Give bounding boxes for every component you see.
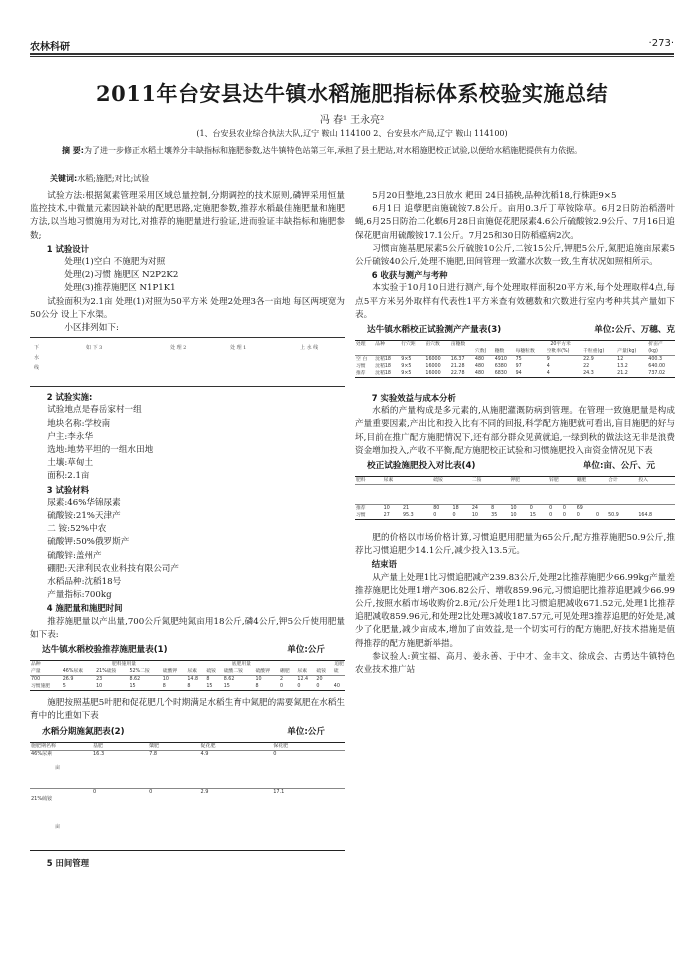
th: 产量 (30, 668, 62, 676)
td: 0 (562, 512, 576, 520)
td: 20 (316, 677, 323, 683)
th: 底肥用量 (186, 661, 296, 669)
th: 保花肥 (272, 742, 345, 750)
td: 8 (491, 506, 495, 512)
site-line: 地块名称:学校南 (47, 418, 111, 429)
td: 27 (383, 512, 402, 520)
th: 肥料 (355, 477, 383, 485)
td: 35 (490, 512, 509, 520)
td: 0 (92, 788, 148, 850)
treatment-3: 处理(3)推荐施肥区 N1P1K1 (64, 283, 176, 294)
plot-side: 线 (34, 365, 40, 372)
td: 16000 (425, 357, 441, 363)
table-2-caption (30, 726, 345, 740)
td: 22.78 (450, 370, 474, 378)
td: 75 (515, 357, 522, 363)
section-7-heading: 7 实验效益与成本分析 (371, 393, 456, 404)
td: 15 (529, 512, 548, 520)
td: 640.00 (648, 364, 666, 370)
td: 2.9 (200, 788, 273, 850)
table-4 (355, 476, 675, 520)
th: 基肥 (92, 742, 148, 750)
td: 16000 (424, 370, 449, 378)
row-sub: 亩 (55, 823, 61, 830)
td: 10 (162, 677, 169, 683)
td: 0 (432, 512, 451, 520)
td: 推荐 (355, 370, 374, 378)
td: 6830 (494, 370, 515, 378)
plot-side: 水 (34, 355, 40, 362)
td: 16.37 (450, 357, 465, 363)
th: 追肥 (296, 661, 345, 669)
td: 23 (96, 677, 103, 683)
th: 千粒重(g) (582, 348, 616, 356)
table-1 (30, 660, 345, 691)
th: 钾肥 (509, 477, 548, 485)
site-line: 选地:地势平坦的一组水田地 (47, 445, 154, 456)
td: 9×5 (401, 364, 412, 370)
plot-cell: 上 水 线 (300, 345, 319, 352)
harvest-paragraph: 本实验于10月10日进行测产,每个处理取样面积20平方米,每个处理取样4点,每点5平方米另外取样有代表性1平方米查有效穗数和穴数进行室内考种共其产量如下表。 (355, 283, 675, 320)
table-2-title: 水稻分期施氮肥表(2) (42, 726, 125, 737)
th: 肥料施用量 (62, 661, 187, 669)
td (30, 788, 92, 850)
th: 空秕率(%) (546, 348, 582, 356)
site-line: 土壤:草甸土 (47, 458, 94, 469)
td: 10 (509, 512, 528, 520)
th: 亩穴数 (424, 341, 449, 349)
affiliation: (1、台安县农业综合执法大队,辽宁 鞍山 114100 2、台安县水产局,辽宁 鞍山 114100) (196, 129, 508, 138)
th: 尿素 (383, 477, 433, 485)
th: 品种 (374, 341, 400, 349)
td: 推荐 (356, 506, 366, 512)
td: 8.62 (129, 677, 141, 683)
table-4-caption (355, 460, 675, 474)
td: 18 (452, 506, 459, 512)
td: 9×5 (401, 357, 412, 363)
td: 沈稻18 (375, 357, 391, 363)
td: 69 (576, 506, 583, 512)
td: 22 (583, 364, 590, 370)
th: 产量(kg) (616, 348, 647, 356)
conclusion-heading: 结束语 (371, 559, 397, 570)
participants-paragraph: 参议验人:黄宝福、高月、姜永善、于中才、金丰文、徐成会、古勇达牛镇特色农业技术推广站 (355, 651, 675, 676)
th: 亩穗数 (450, 341, 474, 349)
material-line: 硫酸钾:50%俄罗斯产 (47, 537, 130, 548)
td: 沈稻18 (375, 364, 391, 370)
th: 硼肥 (279, 668, 296, 676)
table-1-title: 达牛镇水稻校验推荐施肥量表(1) (42, 645, 168, 656)
area-paragraph: 试验面积为2.1亩 处理(1)对照为50平方米 处理2处理3各一亩地 每区两埂宽为50公分 设上下水渠。 (30, 296, 345, 320)
th: 硫 (333, 668, 345, 676)
td: 沈稻18 (374, 370, 400, 378)
td: 737.02 (647, 370, 675, 378)
row-sub: 亩 (55, 764, 61, 771)
td: 0 (548, 512, 562, 520)
td: 16000 (425, 364, 441, 370)
keywords (50, 173, 149, 184)
td: 22.9 (583, 357, 594, 363)
cost-paragraph: 水稻的产量构成是多元素的,从施肥灌溉防病到管理。在管理一致施肥量是构成产量重要因素,产出比和投入比有不同的回报,科学配方施肥就可看出,盲目施肥的好与坏,目前在推广配方施肥情况下,还有部分群众见黄就追,一绿到秋的做法这无非是浪费资金增加投入,产收不平衡,配方施肥校正试验和习惯施肥投入亩资金情况见下表 (355, 406, 675, 456)
td: 21 (402, 506, 410, 512)
td: 164.8 (637, 512, 675, 520)
td: 24.3 (582, 370, 616, 378)
td: 10 (510, 506, 517, 512)
table-1-caption (30, 644, 345, 658)
td: 习惯 (355, 512, 383, 520)
td: 0 (279, 683, 296, 691)
management-paragraph: 6月1日 追孽肥亩施硫铵7.8公斤。亩用0.3斤丁草铵除草。6月2日防治稻潜叶蝇,6月25日防治二化螟6月28日亩施促花肥尿素4.6公斤硫酸铵2.9公斤、7月16日追保花肥亩用硫酸铵17.1公斤。7月25和30日防稻瘟病2次。 (355, 204, 675, 241)
section-6-heading: 6 收获与测产与考种 (371, 270, 448, 281)
table-2-unit: 单位:公斤 (287, 726, 325, 737)
th: 52%二铵 (128, 668, 161, 676)
td: 6380 (494, 364, 507, 370)
th: 锌肥 (548, 477, 576, 485)
planting-paragraph: 5月20日整地,23日放水 耙田 24日插秧,品种沈稻18,行株距9×5 (372, 191, 617, 201)
table-4-title: 校正试验施肥投入对比表(4) (367, 461, 476, 472)
td: 4 (546, 364, 550, 370)
td: 8.62 (223, 677, 235, 683)
td: 40 (333, 683, 345, 691)
site-line: 试验地点是春岳家村一组 (47, 405, 142, 416)
right-column (355, 190, 675, 677)
section-2-heading: 2 试验实施: (46, 392, 93, 403)
td: 10 (255, 677, 262, 683)
section-4-heading: 4 施肥量和施肥时间 (46, 603, 123, 614)
keywords-text: 水稻;施肥;对比;试验 (77, 174, 150, 183)
td: 空 白 (356, 357, 368, 363)
table-2 (30, 742, 345, 851)
th: 每穗粒数 (515, 348, 546, 356)
material-line: 水稻品种:沈稻18号 (47, 577, 122, 588)
th: 21%硫铵 (95, 668, 128, 676)
th: 硫铵 (205, 668, 222, 676)
td: 15 (205, 683, 222, 691)
header-rule-thin (30, 56, 674, 57)
price-paragraph: 肥的价格以市场价格计算,习惯追肥用肥量为65公斤,配方推荐施肥50.9公斤,推荐比习惯追肥少14.1公斤,减少投入13.5元。 (355, 533, 675, 557)
td: 习惯 (356, 364, 366, 370)
td: 2 (280, 677, 284, 683)
td: 8 (186, 683, 205, 691)
habit-paragraph: 习惯亩施基肥尿素5公斤硫胺10公斤,二铵15公斤,钾肥5公斤,氮肥追施亩尿素5公斤硫铵40公斤,处理不施肥,田间管理一致灌水次数一致,生育状况如照相所示。 (355, 243, 675, 268)
td: 80 (433, 506, 440, 512)
header-rule (30, 53, 674, 55)
treatment-1: 处理(1)空白 不施肥为对照 (64, 257, 166, 268)
material-line: 硫酸锌:盖州产 (47, 550, 102, 561)
th: 尿素 (296, 668, 315, 676)
row-label: 46%尿素 (31, 750, 53, 757)
td: 95.3 (402, 512, 432, 520)
td: 21.28 (450, 364, 465, 370)
td: 4.9 (200, 750, 273, 788)
section-1-heading: 1 试验设计 (46, 243, 90, 254)
left-column (30, 190, 345, 870)
th: 硫铵 (315, 668, 332, 676)
td: 15 (223, 683, 255, 691)
td: 9×5 (400, 370, 424, 378)
td: 700 (31, 677, 41, 683)
table-3-caption (355, 324, 675, 338)
th: 施肥期名称 (30, 742, 92, 750)
site-line: 户主:李永华 (47, 431, 94, 442)
td: 0 (595, 512, 607, 520)
section-5-heading: 5 田间管理 (46, 857, 90, 868)
td: 10 (383, 506, 390, 512)
td: 5 (62, 683, 95, 691)
td: 0 (549, 506, 553, 512)
td: 14.8 (187, 677, 199, 683)
th: 二铵 (471, 477, 510, 485)
th: 20平方米 (474, 341, 647, 349)
td: 0 (452, 512, 471, 520)
site-line: 面积:2.1亩 (47, 471, 90, 482)
material-line: 二 铵:52%中农 (47, 524, 107, 535)
th: 合计 (607, 477, 637, 485)
td: 4910 (494, 357, 507, 363)
td: 15 (128, 683, 161, 691)
th: 穗数 (494, 348, 515, 356)
page-number: ·273· (648, 38, 674, 49)
plot-cell: 如 下 3 (86, 345, 103, 352)
th: 促花肥 (200, 742, 273, 750)
td: 480 (474, 364, 485, 370)
td: 8 (206, 677, 210, 683)
th: 折亩产 (647, 341, 675, 349)
td: 7.8 (148, 750, 199, 788)
plot-layout-figure (30, 337, 345, 387)
abstract-label: 摘 要: (62, 146, 84, 155)
recommend-paragraph: 推荐施肥量以产出量,700公斤氮肥纯氮亩用18公斤,磷4公斤,钾5公斤使用肥量如下表: (30, 616, 345, 640)
td: 9 (546, 357, 550, 363)
td: 480 (474, 370, 494, 378)
authors: 冯 春¹ 王永亮² (319, 115, 385, 126)
td: 0 (576, 512, 595, 520)
td: 400.3 (648, 357, 662, 363)
article-title: 2011年台安县达牛镇水稻施肥指标体系校验实施总结 (96, 81, 608, 106)
conclusion-paragraph: 从产量上处理1比习惯追肥减产239.83公斤,处理2比推荐施肥少66.99kg产量差推荐施肥比处理1增产306.82公斤、增收859.96元,习惯追肥比推荐追肥减少66.99公斤,按照水稻市场收购价2.8元/公斤处理1比习惯追肥减收671.52元,处理1比推荐追肥减收859.96元,和处理2比处理3减收187.57元,可见处理3推荐追肥的好处是,减少了化肥量,减少亩成本,增加了亩效益,是一个切实可行的配方施肥,好技术措施是值得推荐的配方施肥新举措。 (355, 572, 675, 649)
material-line: 硼肥:天津利民农业科技有限公司产 (47, 563, 179, 574)
td: 10 (471, 512, 490, 520)
material-line: 尿素:46%华锦尿素 (47, 497, 121, 508)
th: 行穴距 (400, 341, 424, 349)
plot-caption: 小区排列如下: (64, 323, 119, 334)
th: 硫酸钾 (162, 668, 187, 676)
treatment-2: 处理(2)习惯 施肥区 N2P2K2 (64, 270, 179, 281)
intro-paragraph: 试验方法:根据氮素管理采用区域总量控制,分期调控的技术原则,磷钾采用恒量监控技术,中微量元素因缺补缺的配肥思路,定施肥参数,推荐水稻最佳施肥量和施肥方法,以当地习惯施用为对比,对推荐的施肥量进行验证,进而验证丰缺指标和施肥参数; (30, 191, 345, 241)
td: 0 (296, 683, 315, 691)
th: 投入 (637, 477, 675, 485)
td: 26.9 (62, 677, 74, 683)
th: 硫酸钾 (254, 668, 279, 676)
th: 硼肥 (576, 477, 607, 485)
th: 46%尿素 (62, 668, 95, 676)
td: 21.2 (616, 370, 647, 378)
td: 0 (529, 506, 533, 512)
nitrogen-paragraph: 施肥按照基肥5叶肥和促花肥几个时期满足水稻生育中氮肥的需要氮肥在水稻生育中的比重如下表 (30, 698, 345, 722)
th: 穴数( (474, 348, 494, 356)
th: 蘖肥 (148, 742, 199, 750)
td: 94 (515, 370, 546, 378)
td: 4 (546, 370, 582, 378)
th: 处理 (355, 341, 374, 349)
td: 480 (474, 357, 485, 363)
table-4-unit: 单位:亩、公斤、元 (582, 461, 655, 472)
td: 8 (162, 683, 187, 691)
td: 10 (95, 683, 128, 691)
material-line: 产量指标:700kg (47, 590, 112, 601)
abstract (30, 144, 674, 157)
td: 16.3 (92, 750, 148, 788)
section-3-heading: 3 试验材料 (46, 484, 90, 495)
td: 0 (272, 750, 345, 788)
table-3-title: 达牛镇水稻校正试验测产产量表(3) (367, 325, 502, 336)
td: 50.9 (607, 512, 637, 520)
journal-name: 农林科研 (30, 42, 70, 53)
abstract-text: 为了进一步修正水稻土壤养分丰缺指标和施肥参数,达牛镇特色站第三年,承担了县土肥站,对水稻施肥校正试验,以便给水稻施肥提供有力依据。 (83, 146, 583, 155)
td: 8 (254, 683, 279, 691)
table-3 (355, 340, 675, 378)
td: 0 (148, 788, 199, 850)
td: 12.4 (297, 677, 309, 683)
td: 习惯施肥 (30, 683, 62, 691)
row-label: 21%硫铵 (31, 795, 53, 802)
th: 硫酸二铵 (223, 668, 255, 676)
th: (kg) (647, 348, 675, 356)
th: 尿素 (186, 668, 205, 676)
plot-cell: 处 理 1 (230, 345, 247, 352)
td: 24 (471, 506, 478, 512)
th: 品种 (30, 661, 62, 669)
th: 硫铵 (432, 477, 471, 485)
td: 17.1 (272, 788, 345, 850)
plot-cell: 下 (34, 345, 40, 352)
td: 97 (515, 364, 522, 370)
td: 12 (617, 357, 624, 363)
keywords-label: 关键词: (50, 174, 78, 183)
td: 0 (315, 683, 332, 691)
td: 13.2 (617, 364, 628, 370)
plot-cell: 处 理 2 (170, 345, 187, 352)
material-line: 硫酸铵:21%天津产 (47, 511, 121, 522)
td (30, 750, 92, 788)
table-3-unit: 单位:公斤、万穗、克 (594, 325, 675, 336)
table-1-unit: 单位:公斤 (287, 645, 325, 656)
td: 0 (562, 506, 566, 512)
